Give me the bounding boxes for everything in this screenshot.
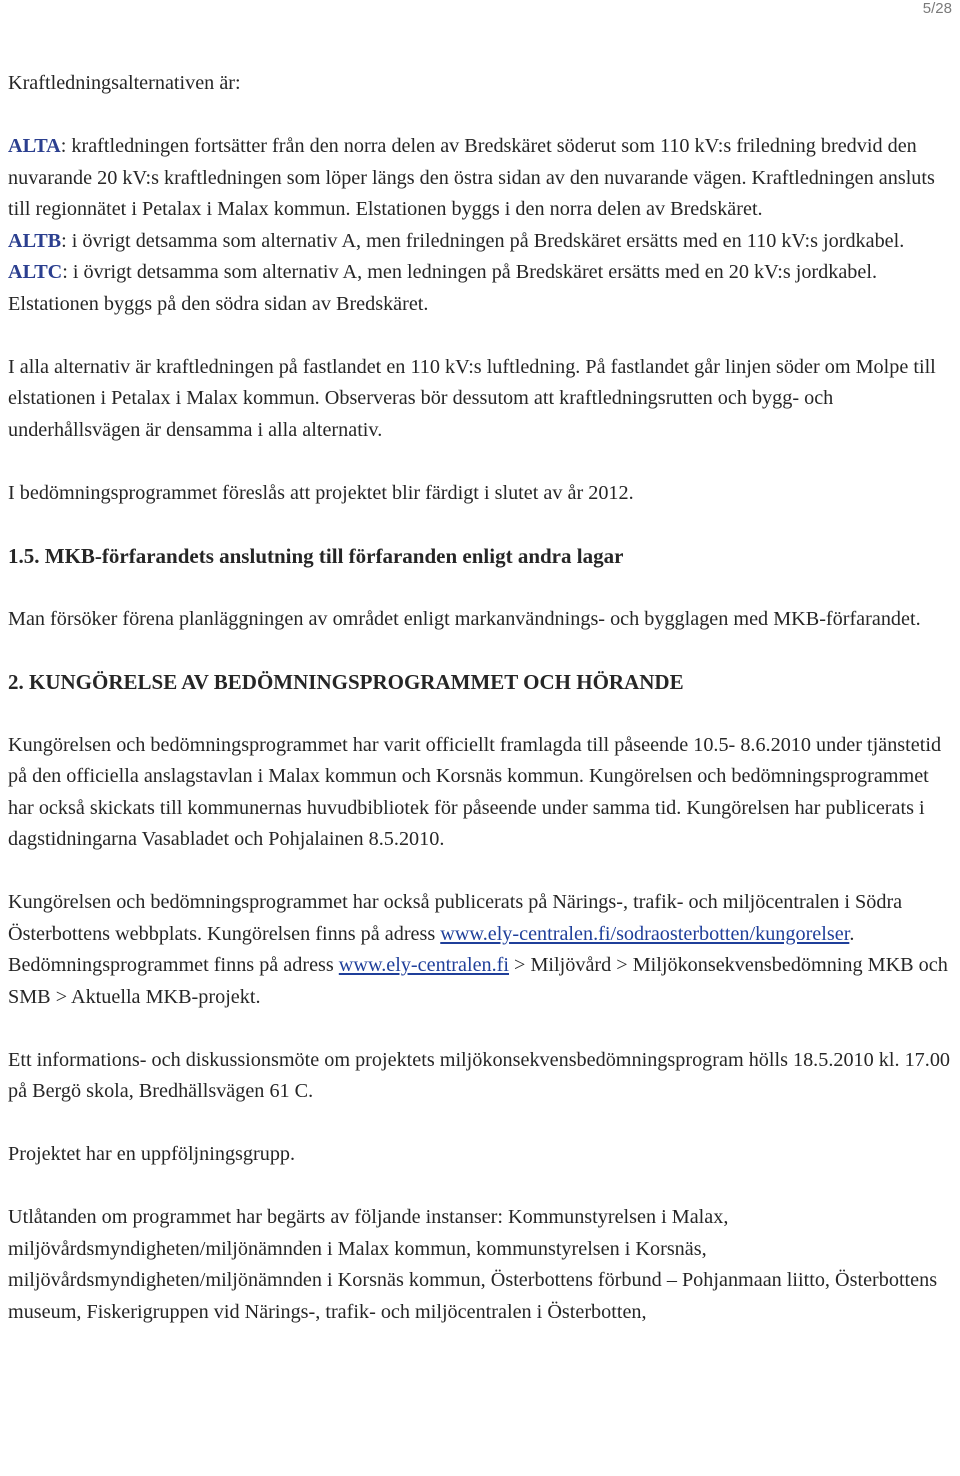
web-text-part-2: . Bedömningsprogrammet finns på adress [8, 922, 855, 976]
kungorelser-link[interactable]: www.ely-centralen.fi/sodraosterbotten/kungorelser [440, 922, 850, 945]
section-heading-2: 2. KUNGÖRELSE AV BEDÖMNINGSPROGRAMMET OCH HÖRANDE [8, 669, 684, 694]
alternative-c-label: ALTC [8, 261, 63, 283]
statements-paragraph: Utlåtanden om programmet har begärts av följande instanser: Kommunstyrelsen i Malax, miljövårdsmyndigheten/miljönämnden i Malax kommun, kommunstyrelsen i Korsnäs, miljövårdsmyndigheten/miljönämnden i Korsnäs kommun, Österbottens förbund – Pohjanmaan liitto, Österbottens museum, Fiskerigruppen vid Närings-, trafik- och miljöcentralen i Österbotten, [8, 1206, 938, 1323]
intro-line: Kraftledningsalternativen är: [8, 72, 241, 94]
alternative-b [8, 226, 958, 258]
meeting-paragraph: Ett informations- och diskussionsmöte om projektets miljökonsekvensbedömningsprogram hölls 18.5.2010 kl. 17.00 på Bergö skola, Bredhällsvägen 61 C. [8, 1048, 951, 1102]
document-body [8, 68, 958, 1328]
alternative-b-label: ALTB [8, 229, 62, 252]
web-text-part-3: > Miljövård > Miljökonsekvensbedömning MKB och SMB > Aktuella MKB-projekt. [8, 954, 948, 1008]
web-text-part-1: Kungörelsen och bedömningsprogrammet har också publicerats på Närings-, trafik- och miljöcentralen i Södra Österbottens webbplats. Kungörelsen finns på adress [8, 891, 903, 945]
web-publication-paragraph [8, 887, 958, 1013]
alternative-c-text: : i övrigt detsamma som alternativ A, men ledningen på Bredskäret ersätts med en 20 kV:s jordkabel. Elstationen byggs på den södra sidan av Bredskäret. [8, 261, 878, 315]
alternative-a-text: : kraftledningen fortsätter från den norra delen av Bredskäret söderut som 110 kV:s friledning bredvid den nuvarande 20 kV:s kraftledningen som löper längs den östra sidan av den nuvarande vägen. Kraftledningen ansluts till regionnätet i Petalax i Malax kommun. Elstationen byggs i den norra delen av Bredskäret. [8, 135, 935, 220]
all-alternatives-paragraph: I alla alternativ är kraftledningen på fastlandet en 110 kV:s luftledning. På fastlandet går linjen söder om Molpe till elstationen i Petalax i Malax kommun. Observeras bör dessutom att kraftledningsrutten och bygg- och underhållsvägen är densamma i alla alternativ. [8, 355, 936, 441]
page-number: 5/28 [922, 0, 952, 17]
alternative-a [8, 131, 958, 226]
planning-paragraph: Man försöker förena planläggningen av området enligt markanvändnings- och bygglagen med MKB-förfarandet. [8, 607, 921, 630]
followup-paragraph: Projektet har en uppföljningsgrupp. [8, 1143, 296, 1165]
schedule-paragraph: I bedömningsprogrammet föreslås att projektet blir färdigt i slutet av år 2012. [8, 481, 634, 504]
announcement-paragraph: Kungörelsen och bedömningsprogrammet har varit officiellt framlagda till påseende 10.5- 8.6.2010 under tjänstetid på den officiella anslagstavlan i Malax kommun och Korsnäs kommun. Kungörelsen och bedömningsprogrammet har också skickats till kommunernas huvudbibliotek för påseende under samma tid. Kungörelsen har publicerats i dagstidningarna Vasabladet och Pohjalainen 8.5.2010. [8, 733, 942, 850]
section-heading-1-5: 1.5. MKB-förfarandets anslutning till förfaranden enligt andra lagar [8, 543, 624, 568]
ely-centralen-link[interactable]: www.ely-centralen.fi [338, 954, 509, 976]
alternative-a-label: ALTA [8, 135, 61, 157]
alternative-b-text: : i övrigt detsamma som alternativ A, men friledningen på Bredskäret ersätts med en 110 kV:s jordkabel. [61, 229, 905, 252]
alternative-c [8, 257, 958, 320]
